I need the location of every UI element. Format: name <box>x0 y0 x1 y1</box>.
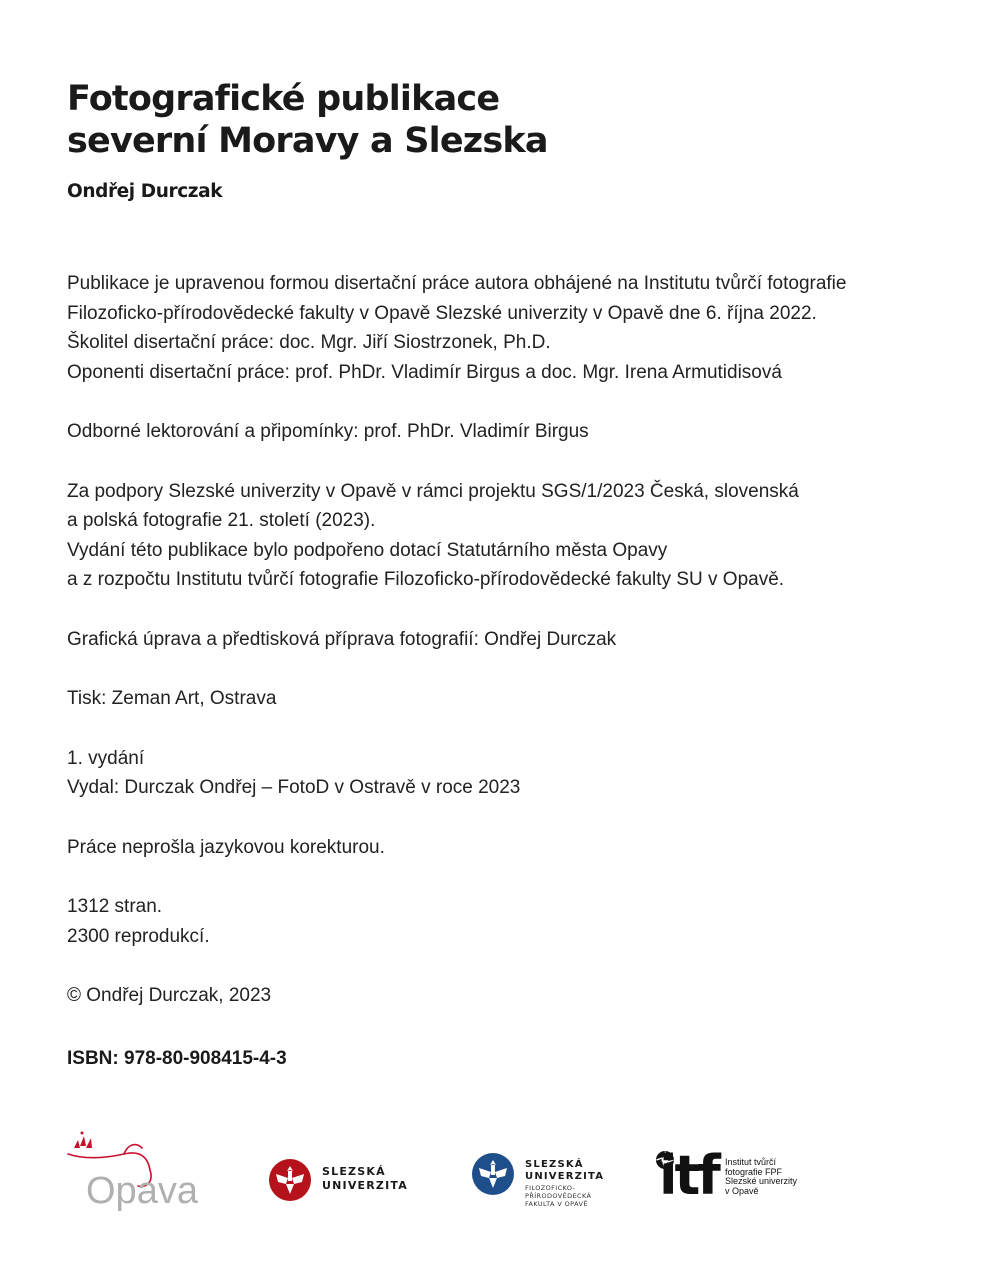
itf-wordmark: itf <box>659 1144 718 1207</box>
colophon-line: © Ondřej Durczak, 2023 <box>67 985 272 1006</box>
colophon-paragraph <box>67 477 967 595</box>
fpf-eagle-seal-icon <box>471 1152 515 1196</box>
colophon-paragraph <box>67 684 967 714</box>
isbn: ISBN: 978-80-908415-4-3 <box>67 1048 287 1069</box>
fpf-sub-line-3: FAKULTA V OPAVĚ <box>525 1200 588 1208</box>
fpf-name-line-1: SLEZSKÁ <box>525 1159 584 1170</box>
itf-caption <box>725 1158 797 1196</box>
colophon-paragraph <box>67 417 967 447</box>
logo-strip <box>0 1120 997 1230</box>
colophon-line: a z rozpočtu Institutu tvůrčí fotografie Filozoficko-přírodovědecké fakulty SU v Opavě. <box>67 569 785 590</box>
itf-logo <box>655 1144 805 1210</box>
slu-name-line-2: UNIVERZITA <box>322 1179 408 1192</box>
opava-logo <box>66 1130 211 1215</box>
slu-eagle-seal-icon <box>268 1158 312 1202</box>
colophon-line: Oponenti disertační práce: prof. PhDr. Vladimír Birgus a doc. Mgr. Irena Armutidisová <box>67 361 782 383</box>
colophon-paragraph <box>67 892 967 951</box>
colophon-paragraph <box>67 744 967 803</box>
colophon-line: 1. vydání <box>67 747 145 769</box>
colophon-line: a polská fotografie 21. století (2023). <box>67 510 376 531</box>
colophon-paragraph <box>67 981 967 1011</box>
slu-name-line-1: SLEZSKÁ <box>322 1165 386 1178</box>
colophon-line: Publikace je upravenou formou disertační práce autora obhájené na Institutu tvůrčí fotografie <box>67 273 847 294</box>
colophon-line: Tisk: Zeman Art, Ostrava <box>67 688 277 709</box>
colophon-line: Za podpory Slezské univerzity v Opavě v rámci projektu SGS/1/2023 Česká, slovenská <box>67 480 799 502</box>
colophon-line: Vydání této publikace bylo podpořeno dotací Statutárního města Opavy <box>67 539 668 561</box>
fpf-sub-line-2: PŘÍRODOVĚDECKÁ <box>525 1192 592 1200</box>
fpf-name-line-2: UNIVERZITA <box>525 1171 605 1182</box>
colophon-line: Odborné lektorování a připomínky: prof. PhDr. Vladimír Birgus <box>67 421 589 442</box>
colophon-paragraph <box>67 625 967 655</box>
colophon-body <box>67 269 967 1041</box>
itf-caption-line-4: v Opavě <box>725 1185 759 1196</box>
itf-caption-line-1: Institut tvůrčí <box>725 1157 777 1167</box>
author-name: Ondřej Durczak <box>67 181 223 202</box>
colophon-line: Filozoficko-přírodovědecké fakulty v Opavě Slezské univerzity v Opavě dne 6. října 2022. <box>67 302 817 324</box>
itf-caption-line-3: Slezské univerzity <box>725 1176 798 1186</box>
colophon-line: Školitel disertační práce: doc. Mgr. Jiří Siostrzonek, Ph.D. <box>67 332 551 353</box>
colophon-line: Grafická úprava a předtisková příprava fotografií: Ondřej Durczak <box>67 628 617 650</box>
colophon-line: Práce neprošla jazykovou korekturou. <box>67 836 385 858</box>
itf-caption-line-2: fotografie FPF <box>725 1166 783 1177</box>
colophon-line: 1312 stran. <box>67 896 163 917</box>
colophon-paragraph <box>67 833 967 863</box>
colophon-line: Vydal: Durczak Ondřej – FotoD v Ostravě v roce 2023 <box>67 777 521 798</box>
colophon-line: 2300 reprodukcí. <box>67 925 210 947</box>
title-line-1: Fotografické publikace <box>67 79 500 119</box>
colophon-paragraph <box>67 269 967 387</box>
fpf-sub-line-1: FILOZOFICKO- <box>525 1184 576 1192</box>
publication-title <box>67 78 548 162</box>
title-line-2: severní Moravy a Slezska <box>67 121 548 161</box>
opava-wordmark: Opava <box>86 1170 198 1212</box>
